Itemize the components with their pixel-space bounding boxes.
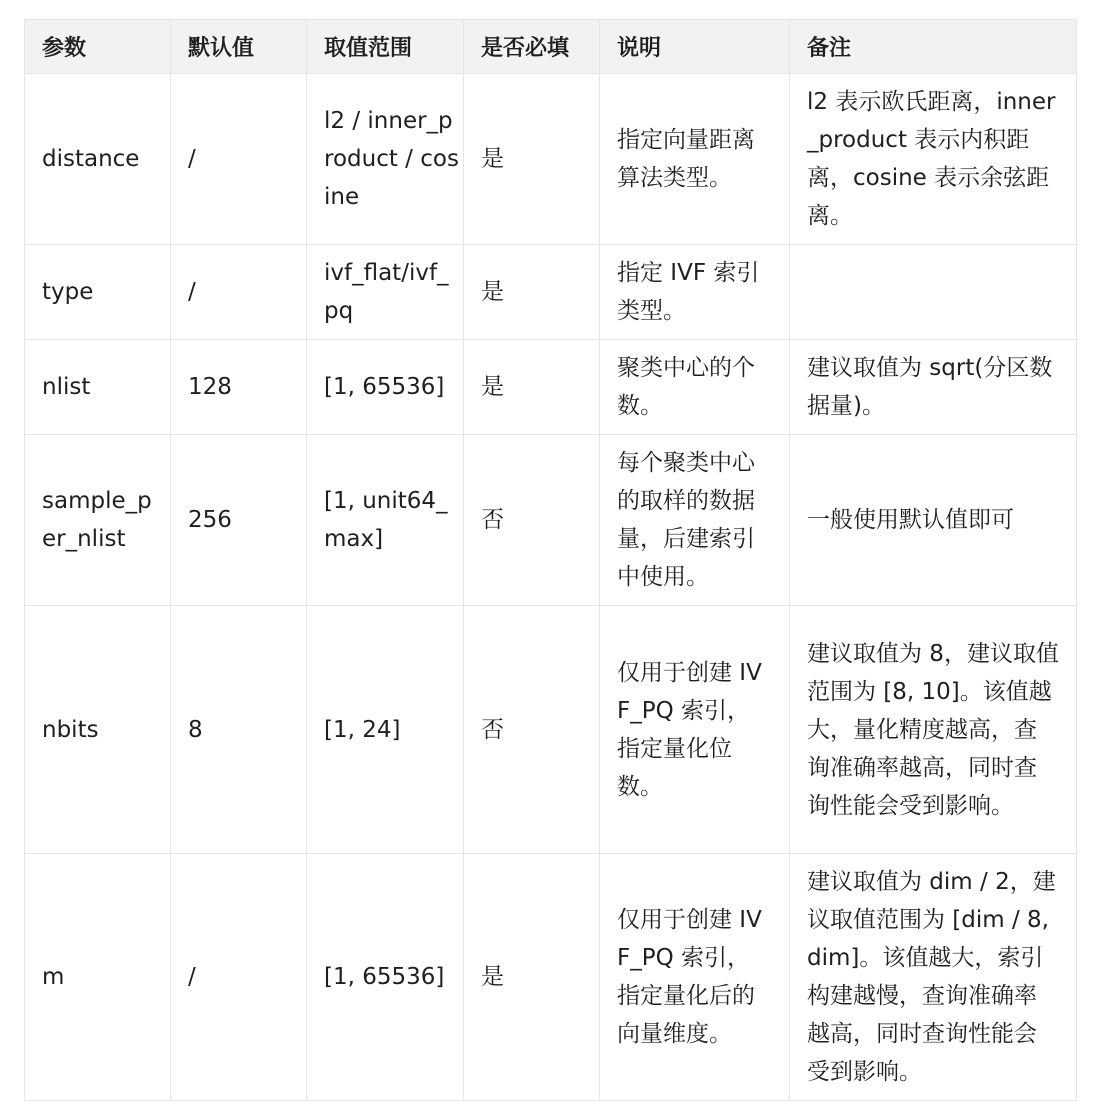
header-range: 取值范围 [307, 20, 464, 74]
table-row [25, 74, 1077, 245]
parameter-table-container [24, 19, 1076, 1101]
cell-param: nbits [25, 606, 171, 854]
cell-description: 仅用于创建 IVF_PQ 索引，指定量化后的向量维度。 [600, 854, 790, 1101]
header-remarks: 备注 [790, 20, 1077, 74]
header-description: 说明 [600, 20, 790, 74]
cell-param: sample_per_nlist [25, 435, 171, 606]
cell-description: 每个聚类中心的取样的数据量，后建索引中使用。 [600, 435, 790, 606]
cell-required: 是 [464, 340, 600, 435]
cell-required: 否 [464, 435, 600, 606]
cell-description: 仅用于创建 IVF_PQ 索引，指定量化位数。 [600, 606, 790, 854]
cell-remarks [790, 245, 1077, 340]
cell-remarks: 建议取值为 dim / 2，建议取值范围为 [dim / 8, dim]。该值越大，索引构建越慢，查询准确率越高，同时查询性能会受到影响。 [790, 854, 1077, 1101]
table-header-row [25, 20, 1077, 74]
cell-range: [1, 24] [307, 606, 464, 854]
table-row [25, 435, 1077, 606]
cell-default: / [171, 74, 307, 245]
table-row [25, 854, 1077, 1101]
header-default: 默认值 [171, 20, 307, 74]
cell-description: 指定 IVF 索引类型。 [600, 245, 790, 340]
cell-required: 否 [464, 606, 600, 854]
header-required: 是否必填 [464, 20, 600, 74]
cell-remarks: l2 表示欧氏距离，inner_product 表示内积距离，cosine 表示余弦距离。 [790, 74, 1077, 245]
cell-param: m [25, 854, 171, 1101]
cell-default: 128 [171, 340, 307, 435]
cell-param: nlist [25, 340, 171, 435]
cell-param: type [25, 245, 171, 340]
cell-default: / [171, 245, 307, 340]
cell-remarks: 建议取值为 8，建议取值范围为 [8, 10]。该值越大，量化精度越高，查询准确率越高，同时查询性能会受到影响。 [790, 606, 1077, 854]
cell-param: distance [25, 74, 171, 245]
table-row [25, 340, 1077, 435]
cell-remarks: 建议取值为 sqrt(分区数据量)。 [790, 340, 1077, 435]
cell-range: l2 / inner_product / cosine [307, 74, 464, 245]
parameter-table [24, 19, 1077, 1101]
cell-required: 是 [464, 74, 600, 245]
cell-required: 是 [464, 245, 600, 340]
cell-default: 8 [171, 606, 307, 854]
cell-range: [1, unit64_max] [307, 435, 464, 606]
cell-range: ivf_flat/ivf_pq [307, 245, 464, 340]
header-param: 参数 [25, 20, 171, 74]
cell-range: [1, 65536] [307, 340, 464, 435]
table-row [25, 606, 1077, 854]
cell-required: 是 [464, 854, 600, 1101]
cell-default: 256 [171, 435, 307, 606]
cell-default: / [171, 854, 307, 1101]
cell-description: 指定向量距离算法类型。 [600, 74, 790, 245]
cell-description: 聚类中心的个数。 [600, 340, 790, 435]
table-row [25, 245, 1077, 340]
cell-remarks: 一般使用默认值即可 [790, 435, 1077, 606]
cell-range: [1, 65536] [307, 854, 464, 1101]
